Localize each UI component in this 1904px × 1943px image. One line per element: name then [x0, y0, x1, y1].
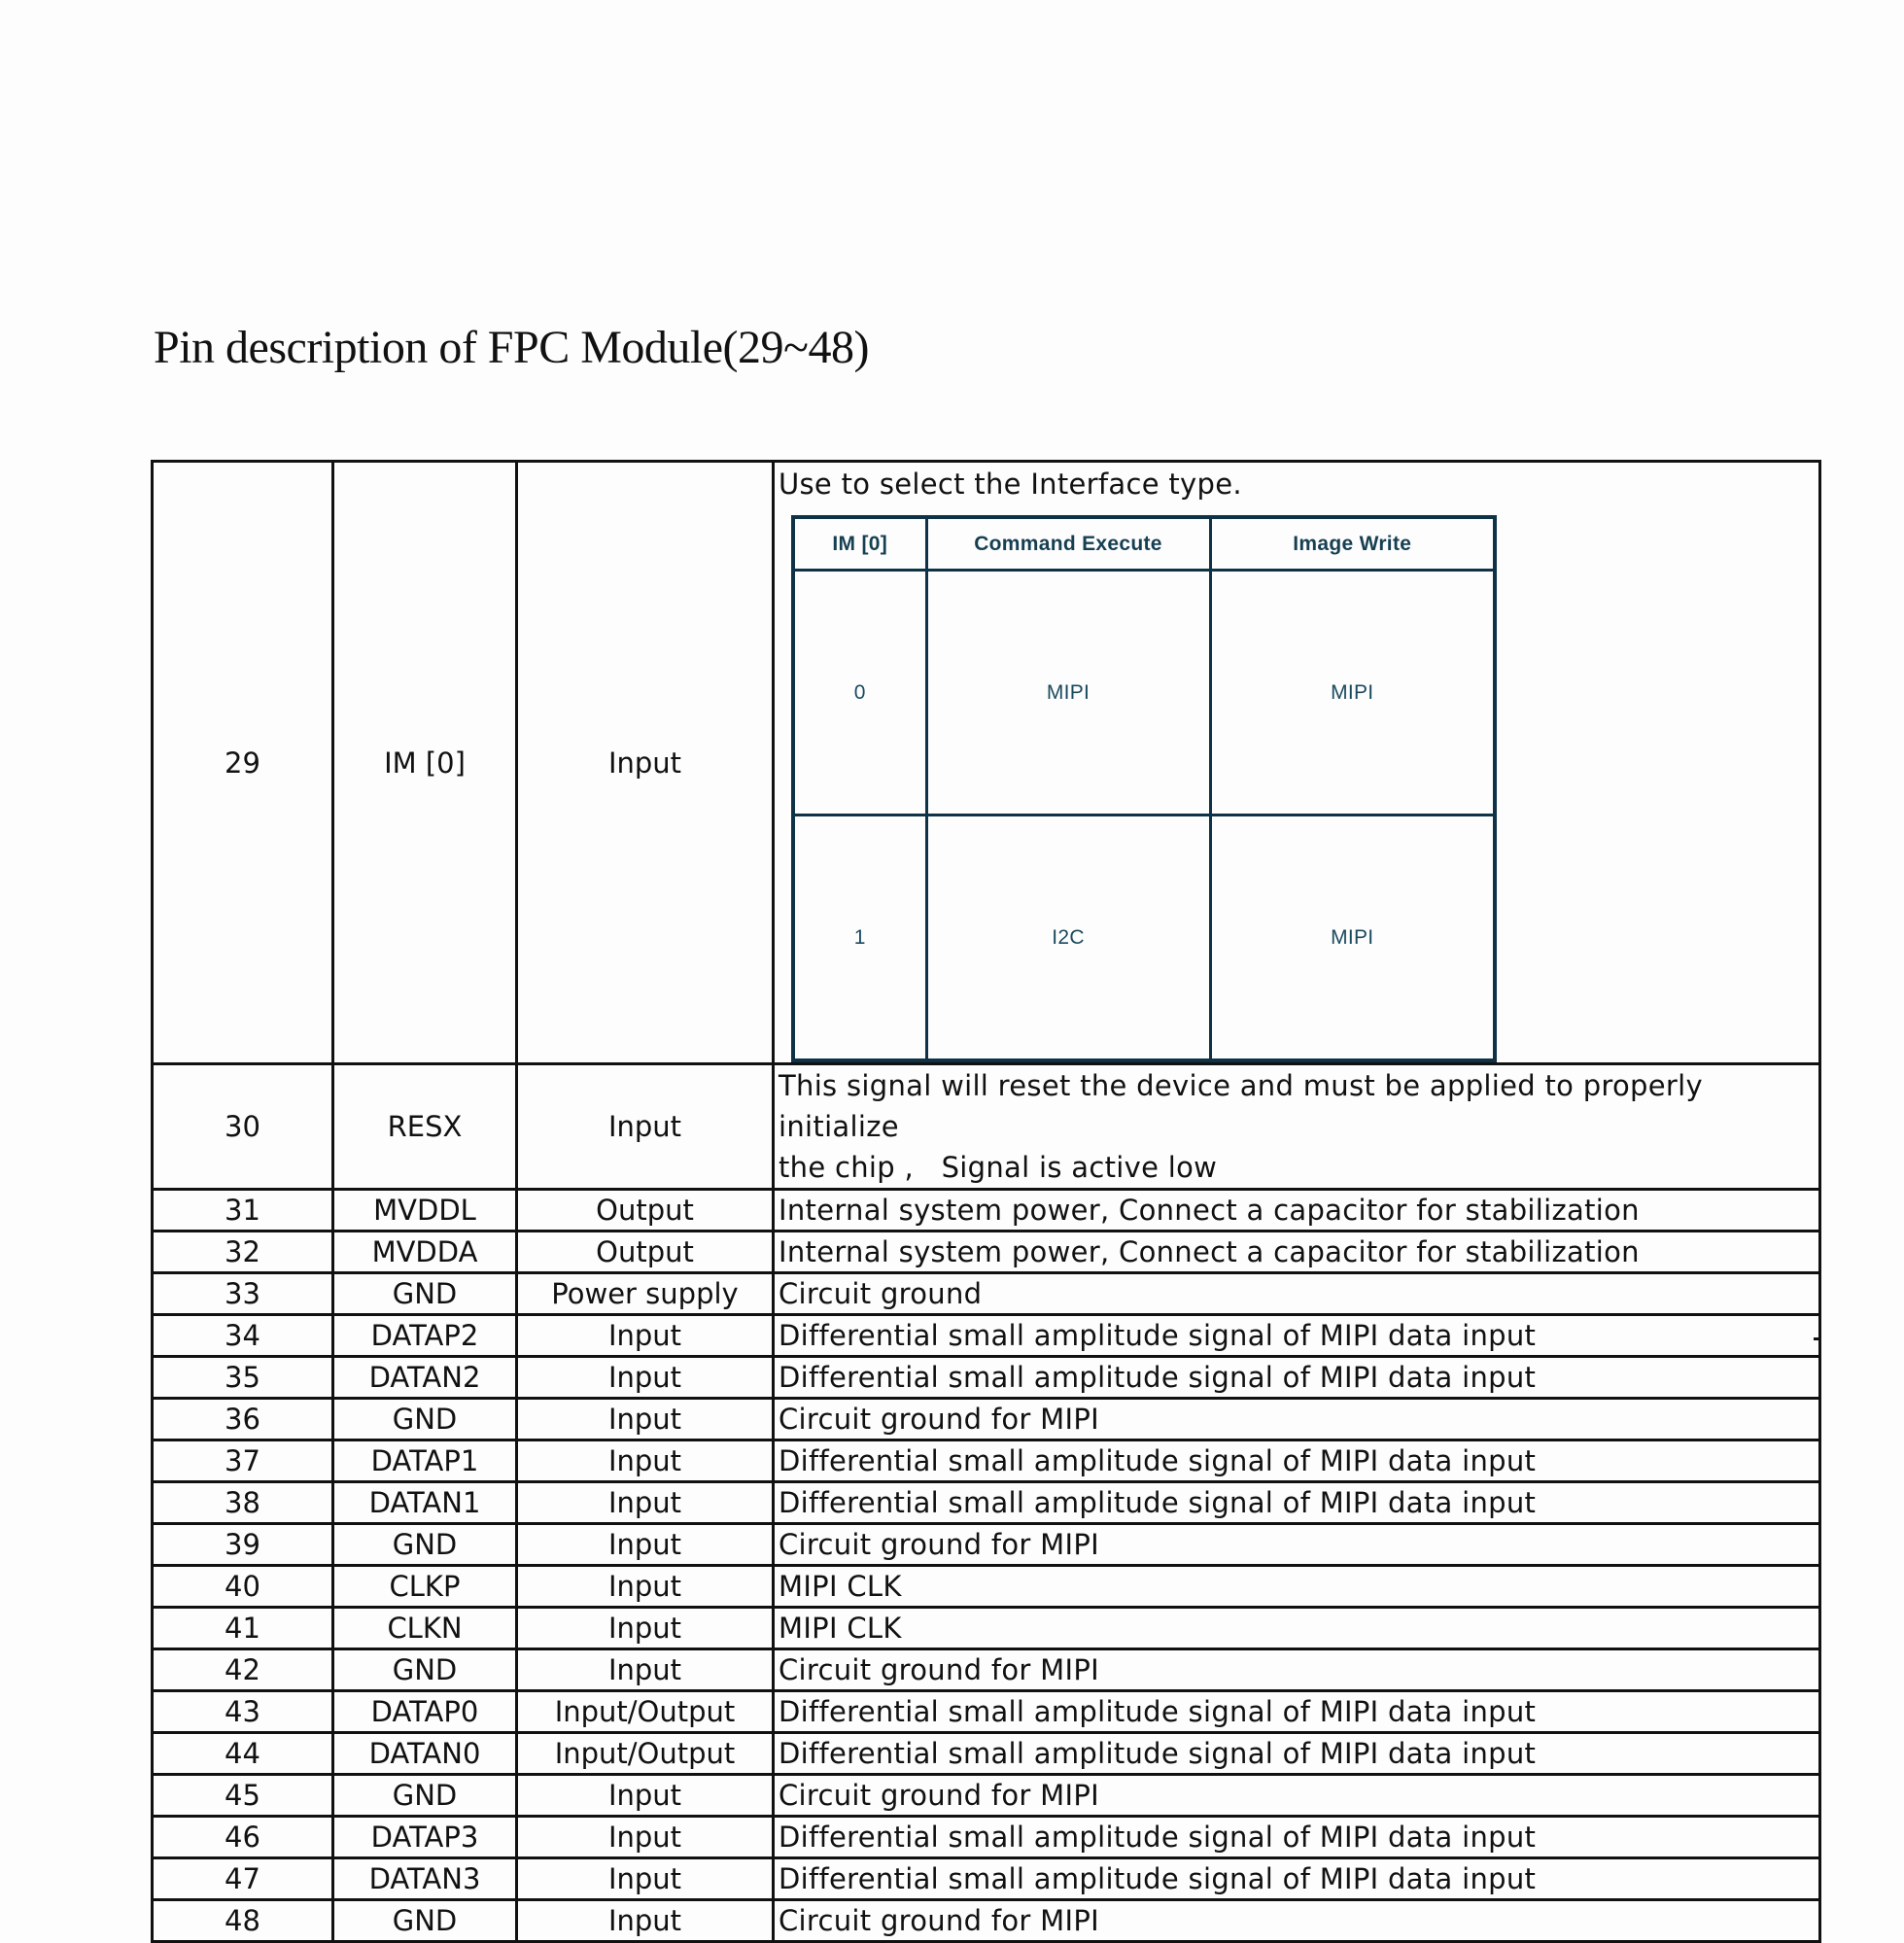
pin-io: Input/Output — [517, 1691, 774, 1733]
sub-cell: MIPI — [926, 571, 1210, 815]
pin-symbol: GND — [333, 1649, 517, 1691]
pin-number: 31 — [153, 1190, 333, 1232]
table-row — [153, 1524, 1820, 1566]
table-row — [153, 1357, 1820, 1399]
sub-cell: MIPI — [1210, 815, 1495, 1061]
sub-cell: 0 — [793, 571, 926, 815]
pin-description: Internal system power, Connect a capacitor for stabilization — [774, 1232, 1820, 1273]
pin-description-table — [151, 460, 1821, 1943]
table-line-overshoot — [1814, 1337, 1821, 1340]
pin-number: 29 — [153, 462, 333, 1064]
pin-number: 34 — [153, 1315, 333, 1357]
pin-description: Circuit ground for MIPI — [774, 1399, 1820, 1440]
sub-cell: 1 — [793, 815, 926, 1061]
pin-number: 46 — [153, 1817, 333, 1858]
pin-io: Input — [517, 1064, 774, 1190]
pin-description: Circuit ground for MIPI — [774, 1900, 1820, 1942]
pin-symbol: DATAN1 — [333, 1482, 517, 1524]
pin-symbol: GND — [333, 1775, 517, 1817]
pin-description: Circuit ground for MIPI — [774, 1775, 1820, 1817]
page-title: Pin description of FPC Module(29~48) — [154, 322, 869, 373]
pin-number: 37 — [153, 1440, 333, 1482]
pin-symbol: DATAN0 — [333, 1733, 517, 1775]
pin-symbol: CLKP — [333, 1566, 517, 1608]
table-row — [153, 1273, 1820, 1315]
pin-description: MIPI CLK — [774, 1566, 1820, 1608]
table-row — [153, 462, 1820, 1064]
pin-io: Input — [517, 1482, 774, 1524]
pin-io: Power supply — [517, 1273, 774, 1315]
pin-io: Input — [517, 1775, 774, 1817]
pin-number: 45 — [153, 1775, 333, 1817]
pin-number: 30 — [153, 1064, 333, 1190]
pin-symbol: DATAP2 — [333, 1315, 517, 1357]
table-row — [153, 1691, 1820, 1733]
pin-description: Differential small amplitude signal of MIPI data input — [774, 1817, 1820, 1858]
pin-description: Differential small amplitude signal of MIPI data input — [774, 1858, 1820, 1900]
sub-cell: MIPI — [1210, 571, 1495, 815]
pin-io: Input — [517, 1608, 774, 1649]
table-row — [153, 1775, 1820, 1817]
pin-number: 38 — [153, 1482, 333, 1524]
pin-number: 42 — [153, 1649, 333, 1691]
description-line-2: the chip , Signal is active low — [779, 1151, 1218, 1184]
pin-description: MIPI CLK — [774, 1608, 1820, 1649]
table-row — [153, 1817, 1820, 1858]
sub-header-im: IM [0] — [793, 517, 926, 571]
pin-number: 41 — [153, 1608, 333, 1649]
pin-number: 40 — [153, 1566, 333, 1608]
pin-io: Input — [517, 1357, 774, 1399]
pin-io: Output — [517, 1232, 774, 1273]
pin-io: Input — [517, 1315, 774, 1357]
pin-io: Input — [517, 1649, 774, 1691]
sub-table-row — [793, 815, 1495, 1061]
table-row — [153, 1858, 1820, 1900]
table-row — [153, 1900, 1820, 1942]
pin-symbol: RESX — [333, 1064, 517, 1190]
pin-number: 32 — [153, 1232, 333, 1273]
pin-description: Differential small amplitude signal of MIPI data input — [774, 1733, 1820, 1775]
pin-io: Input — [517, 1524, 774, 1566]
pin-symbol: GND — [333, 1399, 517, 1440]
pin-description: Circuit ground for MIPI — [774, 1524, 1820, 1566]
pin-description: Differential small amplitude signal of MIPI data input — [774, 1482, 1820, 1524]
pin-io: Input/Output — [517, 1733, 774, 1775]
pin-io: Input — [517, 1900, 774, 1942]
pin-io: Input — [517, 462, 774, 1064]
pin-symbol: CLKN — [333, 1608, 517, 1649]
pin-rows — [153, 1190, 1820, 1942]
interface-mode-table — [791, 515, 1497, 1062]
pin-number: 44 — [153, 1733, 333, 1775]
sub-table-header — [793, 517, 1495, 571]
pin-number: 33 — [153, 1273, 333, 1315]
sub-cell: I2C — [926, 815, 1210, 1061]
pin-number: 35 — [153, 1357, 333, 1399]
pin-symbol: DATAP0 — [333, 1691, 517, 1733]
pin-number: 47 — [153, 1858, 333, 1900]
pin-symbol: DATAP1 — [333, 1440, 517, 1482]
table-row — [153, 1315, 1820, 1357]
pin-symbol: GND — [333, 1900, 517, 1942]
pin-description: Differential small amplitude signal of MIPI data input — [774, 1315, 1820, 1357]
pin-symbol: GND — [333, 1273, 517, 1315]
pin-description — [774, 462, 1820, 1064]
pin-description: Circuit ground — [774, 1273, 1820, 1315]
pin-io: Input — [517, 1858, 774, 1900]
pin-description: Differential small amplitude signal of MIPI data input — [774, 1691, 1820, 1733]
sub-table-row — [793, 571, 1495, 815]
sub-header-command-execute: Command Execute — [926, 517, 1210, 571]
pin-symbol: MVDDA — [333, 1232, 517, 1273]
table-row — [153, 1566, 1820, 1608]
pin-symbol: IM [0] — [333, 462, 517, 1064]
table-row — [153, 1064, 1820, 1190]
pin-io: Input — [517, 1566, 774, 1608]
table-row — [153, 1190, 1820, 1232]
table-row — [153, 1399, 1820, 1440]
pin-io: Input — [517, 1817, 774, 1858]
pin-description — [774, 1064, 1820, 1190]
table-row — [153, 1649, 1820, 1691]
pin-symbol: DATAN3 — [333, 1858, 517, 1900]
pin-description: Differential small amplitude signal of MIPI data input — [774, 1357, 1820, 1399]
pin-symbol: DATAN2 — [333, 1357, 517, 1399]
table-row — [153, 1608, 1820, 1649]
table-row — [153, 1232, 1820, 1273]
pin-number: 48 — [153, 1900, 333, 1942]
pin-symbol: DATAP3 — [333, 1817, 517, 1858]
sub-header-image-write: Image Write — [1210, 517, 1495, 571]
pin-number: 43 — [153, 1691, 333, 1733]
table-row — [153, 1482, 1820, 1524]
pin-number: 36 — [153, 1399, 333, 1440]
table-row — [153, 1440, 1820, 1482]
pin-description: Circuit ground for MIPI — [774, 1649, 1820, 1691]
pin-description: Internal system power, Connect a capacitor for stabilization — [774, 1190, 1820, 1232]
table-row — [153, 1733, 1820, 1775]
description-line-1: This signal will reset the device and must be applied to properly initialize — [779, 1069, 1703, 1143]
pin-io: Output — [517, 1190, 774, 1232]
pin-description: Differential small amplitude signal of MIPI data input — [774, 1440, 1820, 1482]
pin-number: 39 — [153, 1524, 333, 1566]
pin-symbol: MVDDL — [333, 1190, 517, 1232]
pin-symbol: GND — [333, 1524, 517, 1566]
pin-io: Input — [517, 1399, 774, 1440]
interface-select-text: Use to select the Interface type. — [779, 468, 1242, 501]
pin-io: Input — [517, 1440, 774, 1482]
